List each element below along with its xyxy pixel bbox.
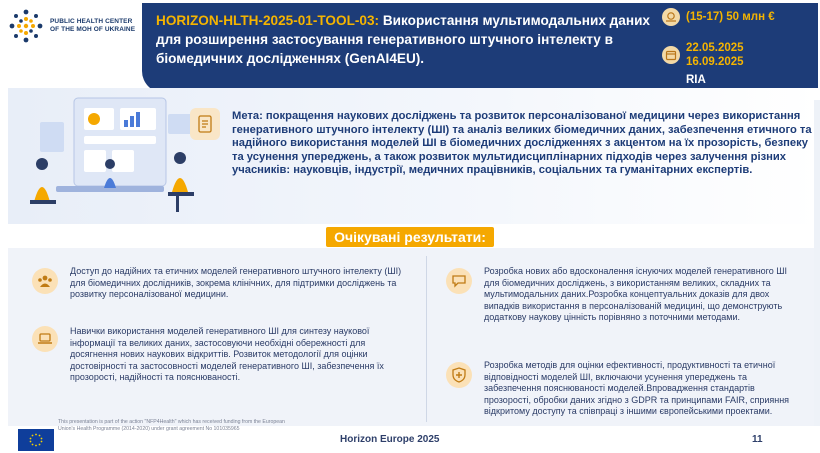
results-heading-label: Очікувані результати: <box>326 227 494 247</box>
phc-logo <box>8 6 148 46</box>
results-heading <box>0 227 820 247</box>
column-divider <box>426 256 427 422</box>
eu-flag-icon <box>18 429 54 451</box>
shield-plus-icon <box>446 362 472 388</box>
dates-info <box>662 41 744 69</box>
footer-program: Horizon Europe 2025 <box>340 434 440 445</box>
logo-line-1: PUBLIC HEALTH CENTER <box>50 18 133 25</box>
dates-block <box>686 41 744 69</box>
result-item-2: Навички використання моделей генеративного ШІ для синтезу наукової інформації та великих даних, застосовуючи необхідні обережності для досягнення нових наукових відкриттів. Розвиток методології для оцінки достовірності та застосовності моделей генеративного ШІ, забезпечення їх прозорості, надійності та пояснюваності. <box>70 326 384 383</box>
date-close: 16.09.2025 <box>686 56 744 68</box>
coin-hand-icon <box>662 8 680 26</box>
chat-bubble-icon <box>446 268 472 294</box>
call-title <box>156 11 661 68</box>
funding-note: This presentation is part of the action "NFP4Health" which has received funding from the European Union's Health Programme (2014-2020) under grant agreement No 101035965 <box>58 419 285 432</box>
result-item-1: Доступ до надійних та етичних моделей генеративного штучного інтелекту (ШІ) для біомедичних дослідників, зокрема клінічних, для підтримки досліджень та розвитку персоналізованої медицини. <box>70 266 402 300</box>
logo-text <box>50 18 135 34</box>
page-number: 11 <box>752 434 763 445</box>
team-dashboard-illustration <box>10 92 210 220</box>
call-title-text: Використання мультимодальних даних для розширення застосування генеративного штучного інтелекту в біомедичних дослідженнях (GenAI4EU). <box>156 13 650 66</box>
goal-text: Мета: покращення наукових досліджень та розвиток персоналізованої медицини через використання генеративного штучного інтелекту (ШІ) та аналіз великих біомедичних даних, забезпечення етичного та надійного використання моделей ШІ в біомедичних дослідженнях з акцентом на їх прозорість, безпеку та усунення упереджень, а також розвиток мультидисциплінарних підходів через залучення різних учасників: науковців, індустрії, медичних працівників, соціальних та гуманітарних експертів. <box>232 110 812 177</box>
calendar-icon <box>662 46 680 64</box>
result-item-4: Розробка методів для оцінки ефективності, продуктивності та етичної відповідності моделей ШІ, включаючи усунення упереджень та забезпечення пояснюваності моделей.Впровадження стандартів прозорості, обробки даних згідно з GDPR та принципами FAIR, сприяння відкритому доступу та співпраці з іншими європейськими проектами. <box>484 360 790 417</box>
budget-info <box>662 8 775 26</box>
people-group-icon <box>32 268 58 294</box>
logo-dots-icon <box>8 8 44 44</box>
document-icon <box>190 108 220 140</box>
logo-line-2: OF THE MOH OF UKRAINE <box>50 26 136 33</box>
header-banner <box>142 3 818 93</box>
budget-text: (15-17) 50 млн € <box>686 11 775 23</box>
action-type: RIA <box>686 74 706 86</box>
call-code: HORIZON-HLTH-2025-01-TOOL-03: <box>156 13 380 28</box>
result-item-3: Розробка нових або вдосконалення існуючих моделей генеративного ШІ для біомедичних досліджень, з використанням великих, складних та мультимодальних даних.Розробка концептуальних доказів для двох випадків використання в персоналізованій медицині, що демонструють додаткову наукову цінність порівняно з поточними методами. <box>484 266 788 323</box>
date-open: 22.05.2025 <box>686 42 744 54</box>
laptop-icon <box>32 326 58 352</box>
right-edge-strip <box>814 100 820 426</box>
